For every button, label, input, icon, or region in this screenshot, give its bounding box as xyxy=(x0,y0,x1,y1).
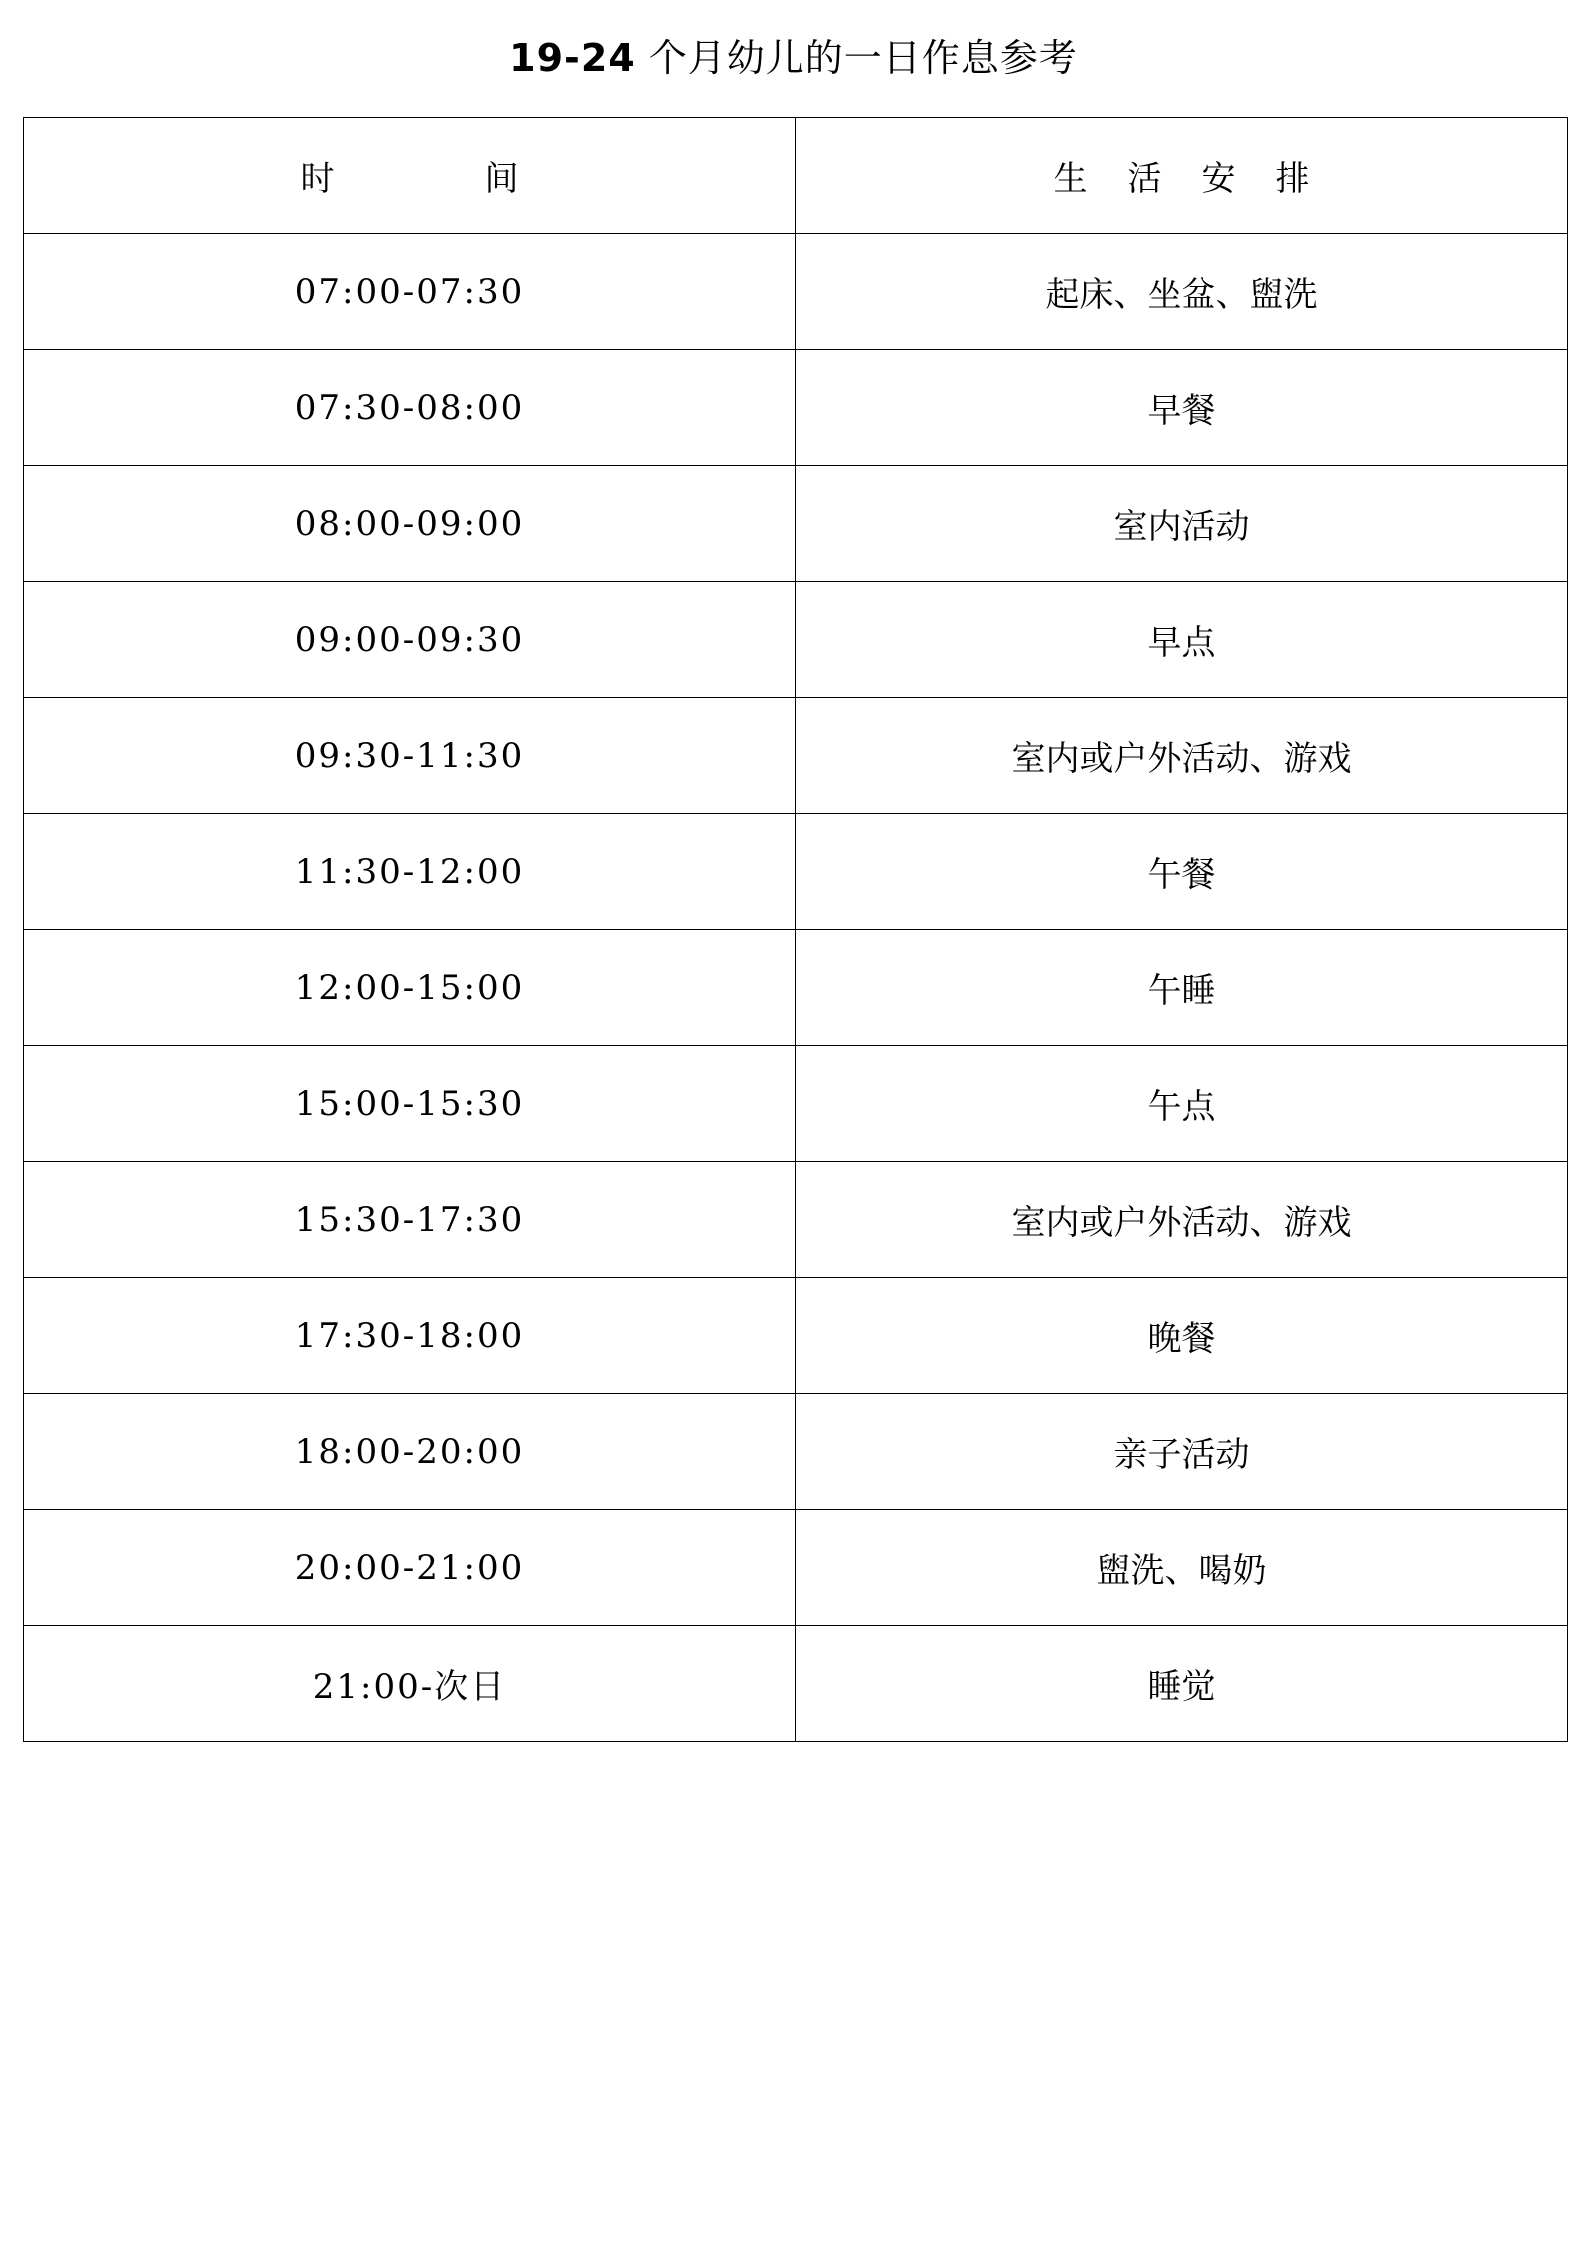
table-row xyxy=(24,930,1568,1046)
time-cell xyxy=(24,698,796,814)
activity-cell xyxy=(796,1626,1568,1742)
time-cell xyxy=(24,1046,796,1162)
activity-cell xyxy=(796,234,1568,350)
activity-value: 盥洗、喝奶 xyxy=(1096,1551,1267,1591)
header-activity: 生活安排 xyxy=(1053,159,1350,199)
activity-cell xyxy=(796,1278,1568,1394)
header-activity-cell xyxy=(796,118,1568,234)
time-value: 07:00-07:30 xyxy=(294,271,525,312)
activity-value: 睡觉 xyxy=(1147,1667,1216,1707)
title-number: 19-24 xyxy=(509,36,636,80)
time-value: 12:00-15:00 xyxy=(294,967,525,1008)
time-value: 09:30-11:30 xyxy=(294,735,525,776)
title-text: 个月幼儿的一日作息参考 xyxy=(635,36,1078,80)
time-cell xyxy=(24,466,796,582)
table-row xyxy=(24,350,1568,466)
time-cell xyxy=(24,1626,796,1742)
activity-value: 室内或户外活动、游戏 xyxy=(1011,739,1352,779)
table-row xyxy=(24,1626,1568,1742)
header-time: 时间 xyxy=(300,159,669,199)
time-value: 07:30-08:00 xyxy=(294,387,525,428)
time-value: 11:30-12:00 xyxy=(294,851,525,892)
table-row xyxy=(24,1162,1568,1278)
activity-cell xyxy=(796,1046,1568,1162)
table-row xyxy=(24,1278,1568,1394)
time-value: 17:30-18:00 xyxy=(294,1315,525,1356)
activity-value: 早点 xyxy=(1147,623,1216,663)
time-cell xyxy=(24,1278,796,1394)
table-row xyxy=(24,698,1568,814)
time-value: 08:00-09:00 xyxy=(294,503,525,544)
activity-value: 亲子活动 xyxy=(1113,1435,1250,1475)
activity-value: 早餐 xyxy=(1147,391,1216,431)
header-time-cell xyxy=(24,118,796,234)
activity-value: 室内或户外活动、游戏 xyxy=(1011,1203,1352,1243)
table-row xyxy=(24,582,1568,698)
table-row xyxy=(24,466,1568,582)
activity-cell xyxy=(796,814,1568,930)
activity-value: 午睡 xyxy=(1147,971,1216,1011)
time-cell xyxy=(24,350,796,466)
time-cell xyxy=(24,1394,796,1510)
activity-value: 起床、坐盆、盥洗 xyxy=(1045,275,1318,315)
activity-value: 晚餐 xyxy=(1147,1319,1216,1359)
activity-cell xyxy=(796,350,1568,466)
table-row xyxy=(24,1394,1568,1510)
time-value: 21:00-次日 xyxy=(312,1667,507,1707)
time-cell xyxy=(24,1162,796,1278)
table-row xyxy=(24,1510,1568,1626)
time-cell xyxy=(24,234,796,350)
time-value: 15:00-15:30 xyxy=(294,1083,525,1124)
time-value: 09:00-09:30 xyxy=(294,619,525,660)
time-value: 15:30-17:30 xyxy=(294,1199,525,1240)
time-cell xyxy=(24,930,796,1046)
activity-cell xyxy=(796,466,1568,582)
time-cell xyxy=(24,1510,796,1626)
page-title xyxy=(0,30,1587,86)
activity-cell xyxy=(796,1162,1568,1278)
time-cell xyxy=(24,582,796,698)
time-cell xyxy=(24,814,796,930)
activity-cell xyxy=(796,1394,1568,1510)
activity-value: 室内活动 xyxy=(1113,507,1250,547)
table-row xyxy=(24,1046,1568,1162)
table-row xyxy=(24,234,1568,350)
table-header-row xyxy=(24,118,1568,234)
activity-cell xyxy=(796,930,1568,1046)
activity-value: 午餐 xyxy=(1147,855,1216,895)
activity-cell xyxy=(796,698,1568,814)
activity-cell xyxy=(796,1510,1568,1626)
time-value: 20:00-21:00 xyxy=(294,1547,525,1588)
table-row xyxy=(24,814,1568,930)
activity-value: 午点 xyxy=(1147,1087,1216,1127)
time-value: 18:00-20:00 xyxy=(294,1431,525,1472)
schedule-table xyxy=(23,117,1568,1742)
activity-cell xyxy=(796,582,1568,698)
